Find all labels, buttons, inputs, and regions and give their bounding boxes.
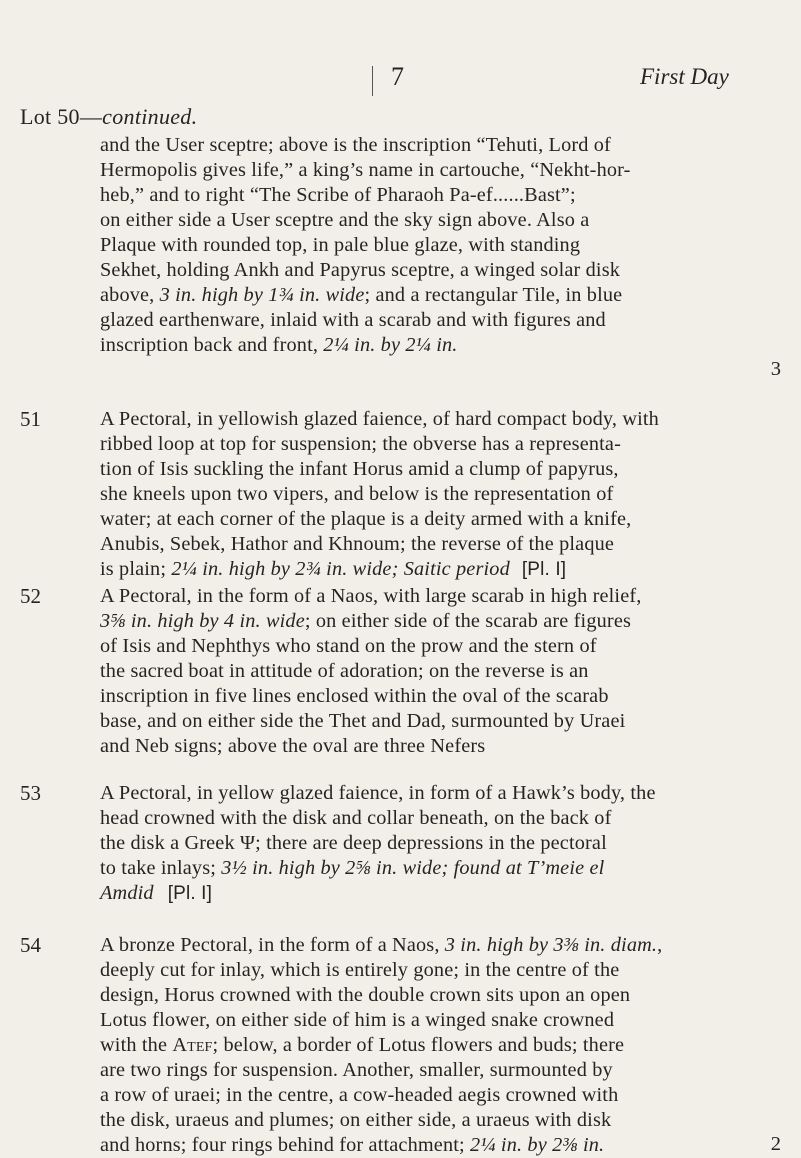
lot-54-text: and horns; four rings behind for attachment; [100, 1134, 471, 1156]
lot-53-text: to take inlays; [100, 857, 222, 879]
lot-54-quantity: 2 [770, 1133, 781, 1155]
lot-54-line: a row of uraei; in the centre, a cow-headed aegis crowned with [100, 1084, 619, 1106]
lot-54-text: , [657, 934, 663, 956]
gutter-mark [372, 66, 373, 96]
lot-50-line: heb,” and to right “The Scribe of Pharaoh Pa-ef......Bast”; [100, 184, 576, 206]
lot-52-number: 52 [20, 584, 41, 608]
lot-54-line [100, 1133, 792, 1158]
lot-50-dimensions: 2¼ in. by 2¼ in. [323, 334, 458, 356]
lot-54-text: with the [100, 1034, 173, 1056]
lot-52-description [100, 584, 792, 759]
page-header [0, 62, 801, 96]
lot-53-findspot: Amdid [100, 882, 154, 904]
lot-54-line [100, 933, 792, 958]
lot-51-line: water; at each corner of the plaque is a deity armed with a knife, [100, 508, 632, 530]
lot-51-line: she kneels upon two vipers, and below is the representation of [100, 483, 614, 505]
lot-50-text: inscription back and front, [100, 334, 324, 356]
lot-51-text: is plain; [100, 558, 172, 580]
lot-51-dimensions: 2¼ in. high by 2¾ in. wide; Saitic period [171, 558, 510, 580]
lot-50-text: ; and a rectangular Tile, in blue [364, 284, 623, 306]
lot-54-dimensions: 3 in. high by 3⅜ in. diam. [444, 934, 658, 956]
lot-54-atef: Atef [172, 1034, 213, 1056]
lot-54-line: design, Horus crowned with the double crown sits upon an open [100, 984, 631, 1006]
lot-50-line: Plaque with rounded top, in pale blue glaze, with standing [100, 234, 581, 256]
lot-54-line: Lotus flower, on either side of him is a winged snake crowned [100, 1009, 615, 1031]
lot-52-line: the sacred boat in attitude of adoration; on the reverse is an [100, 660, 589, 682]
lot-52-line [100, 609, 792, 634]
lot-53-dimensions: 3½ in. high by 2⅝ in. wide; found at T’meie el [221, 857, 605, 879]
lot-heading-prefix: Lot 50— [20, 104, 103, 129]
lot-heading [20, 104, 197, 130]
lot-heading-continued: continued. [102, 104, 198, 129]
lot-52-line: A Pectoral, in the form of a Naos, with large scarab in high relief, [100, 585, 642, 607]
lot-50-line: glazed earthenware, inlaid with a scarab and with figures and [100, 309, 606, 331]
lot-54-description [100, 933, 792, 1158]
lot-51-line: ribbed loop at top for suspension; the obverse has a representa- [100, 433, 621, 455]
lot-51-description [100, 407, 792, 582]
lot-52-line: inscription in five lines enclosed within the oval of the scarab [100, 685, 609, 707]
lot-50-line [100, 333, 792, 358]
page-number: 7 [391, 62, 404, 91]
lot-50-line: on either side a User sceptre and the sky sign above. Also a [100, 209, 590, 231]
lot-50-description [100, 133, 792, 358]
lot-51-plate-ref: [Pl. I] [521, 559, 567, 580]
lot-52-line: of Isis and Nephthys who stand on the prow and the stern of [100, 635, 597, 657]
running-title: First Day [640, 64, 729, 89]
lot-54-number: 54 [20, 933, 41, 957]
lot-50-line [100, 283, 792, 308]
lot-52-line: and Neb signs; above the oval are three Nefers [100, 735, 486, 757]
lot-54-line: the disk, uraeus and plumes; on either side, a uraeus with disk [100, 1109, 612, 1131]
lot-50-line: and the User sceptre; above is the inscription “Tehuti, Lord of [100, 134, 611, 156]
lot-53-line: the disk a Greek Ψ; there are deep depressions in the pectoral [100, 832, 607, 854]
lot-50-quantity: 3 [770, 358, 781, 380]
lot-53-line [100, 856, 792, 881]
lot-50-line: Sekhet, holding Ankh and Papyrus sceptre, a winged solar disk [100, 259, 621, 281]
lot-51-line: A Pectoral, in yellowish glazed faience, of hard compact body, with [100, 408, 659, 430]
lot-53-line: A Pectoral, in yellow glazed faience, in form of a Hawk’s body, the [100, 782, 656, 804]
lot-53-line [100, 881, 792, 906]
lot-54-dimensions: 2¼ in. by 2⅜ in. [470, 1134, 605, 1156]
lot-54-text: ; below, a border of Lotus flowers and buds; there [212, 1034, 625, 1056]
lot-53-line: head crowned with the disk and collar beneath, on the back of [100, 807, 612, 829]
lot-52-text: ; on either side of the scarab are figures [304, 610, 632, 632]
lot-51-line: tion of Isis suckling the infant Horus amid a clump of papyrus, [100, 458, 619, 480]
lot-54-text: A bronze Pectoral, in the form of a Naos, [100, 934, 445, 956]
lot-50-text: above, [100, 284, 160, 306]
lot-51-line: Anubis, Sebek, Hathor and Khnoum; the reverse of the plaque [100, 533, 615, 555]
lot-51-line [100, 557, 792, 582]
lot-54-line [100, 1033, 792, 1058]
lot-51-number: 51 [20, 407, 41, 431]
lot-52-line: base, and on either side the Thet and Dad, surmounted by Uraei [100, 710, 626, 732]
lot-52-dimensions: 3⅝ in. high by 4 in. wide [100, 610, 305, 632]
lot-54-line: are two rings for suspension. Another, smaller, surmounted by [100, 1059, 613, 1081]
lot-53-plate-ref: [Pl. I] [167, 883, 213, 904]
lot-54-line: deeply cut for inlay, which is entirely gone; in the centre of the [100, 959, 620, 981]
lot-50-line: Hermopolis gives life,” a king’s name in cartouche, “Nekht-hor- [100, 159, 631, 181]
lot-53-description [100, 781, 792, 906]
lot-50-dimensions: 3 in. high by 1¾ in. wide [159, 284, 365, 306]
lot-53-number: 53 [20, 781, 41, 805]
